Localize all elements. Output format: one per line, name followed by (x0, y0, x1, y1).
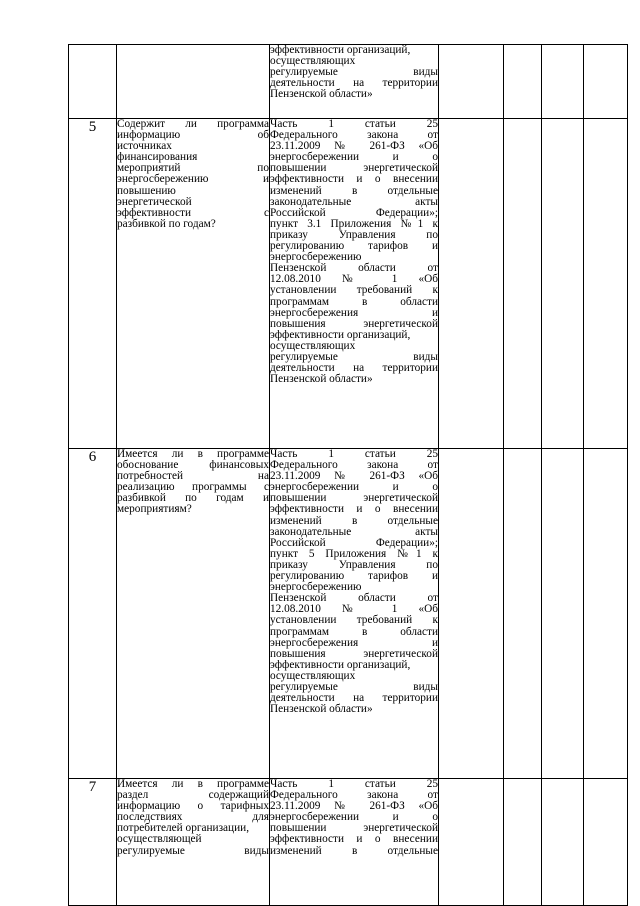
text-line: Федерального закона от (270, 129, 438, 142)
text-line: эффективности и о внесении (270, 833, 438, 846)
text-line: эффективности с (117, 206, 269, 219)
text-line: приказу Управления по (270, 228, 438, 241)
text-line: Пензенской области» (270, 88, 373, 101)
empty-cell (504, 45, 542, 119)
text-line: энергосбережению и (117, 173, 269, 186)
text-line: разбивкой по годам и (117, 492, 269, 505)
text-line: Часть 1 статьи 25 (270, 448, 438, 460)
text-line: реализацию программы с (117, 481, 269, 494)
question-cell (117, 779, 270, 906)
table-row (69, 449, 628, 779)
empty-cell (584, 449, 628, 779)
empty-cell (542, 119, 584, 449)
text-line: пункт 3.1 Приложения №1 к (270, 217, 438, 230)
text-line: Пензенской области» (270, 373, 373, 386)
table-row (69, 45, 628, 119)
empty-cell (542, 449, 584, 779)
text-line: осуществляющих (270, 339, 356, 352)
text-line: мероприятиям? (117, 503, 192, 516)
text-line: энергосбережению (270, 251, 362, 264)
text-line: Федерального закона от (270, 789, 438, 802)
text-line: энергосбережении и о (270, 811, 438, 824)
text-line: энергосбережения и (270, 636, 438, 649)
text-line: Содержит ли программа (117, 118, 269, 130)
text-line: изменений в отдельные (270, 184, 438, 197)
checklist-table (68, 44, 628, 906)
question-cell (117, 45, 270, 119)
text-line: энергосбережению (270, 581, 362, 594)
text-line: Российской Федерации»; (270, 536, 438, 549)
text-line: регулируемые виды (270, 680, 438, 693)
text-line: энергосбережении и о (270, 151, 438, 164)
text-line: изменений в отдельные (270, 514, 438, 527)
empty-cell (504, 119, 542, 449)
text-line: установлении требований к (270, 284, 438, 297)
row-number: 7 (69, 779, 117, 906)
text-line: энергосбережении и о (270, 481, 438, 494)
text-line: повышении энергетической (270, 492, 438, 505)
text-line: регулируемые виды (270, 66, 438, 79)
text-line: Имеется ли в программе (117, 778, 269, 790)
empty-cell (584, 119, 628, 449)
legal-basis-cell (270, 779, 439, 906)
text-line: обоснование финансовых (117, 459, 269, 472)
text-line: энергетической (117, 195, 192, 208)
legal-basis-cell (270, 449, 439, 779)
text-line: осуществляющих (270, 669, 356, 682)
text-line: изменений в отдельные (270, 844, 438, 857)
text-line: 12.08.2010 № 1 «Об (270, 273, 438, 286)
text-line: информацию об (117, 129, 269, 142)
text-line: программам в области (270, 295, 438, 308)
text-line: приказу Управления по (270, 558, 438, 571)
text-line: Часть 1 статьи 25 (270, 118, 438, 130)
text-line: 23.11.2009 № 261-ФЗ «Об (270, 140, 438, 153)
empty-cell (439, 449, 504, 779)
text-line: повышения энергетической (270, 647, 438, 660)
text-line: эффективности организаций, (270, 658, 411, 671)
text-line: Пензенской области» (270, 703, 373, 716)
row-number (69, 45, 117, 119)
table-row (69, 779, 628, 906)
text-line: финансирования (117, 151, 198, 164)
text-line: эффективности организаций, (270, 44, 411, 56)
empty-cell (504, 449, 542, 779)
text-line: эффективности и о внесении (270, 173, 438, 186)
empty-cell (439, 779, 504, 906)
text-line: эффективности и о внесении (270, 503, 438, 516)
text-line: деятельности на территории (270, 692, 438, 705)
text-line: потребностей на (117, 470, 269, 483)
question-cell (117, 119, 270, 449)
text-line: деятельности на территории (270, 362, 438, 375)
text-line: регулируемые виды (270, 350, 438, 363)
text-line: повышении энергетической (270, 162, 438, 175)
text-line: повышению (117, 184, 176, 197)
text-line: энергосбережения и (270, 306, 438, 319)
text-line: осуществляющей (117, 833, 202, 846)
text-line: пункт 5 Приложения №1 к (270, 547, 438, 560)
text-line: раздел содержащий (117, 789, 269, 802)
table-row (69, 119, 628, 449)
text-line: регулируемые виды (117, 844, 269, 857)
text-line: повышении энергетической (270, 822, 438, 835)
text-line: осуществляющих (270, 55, 356, 68)
text-line: законодательные акты (270, 195, 438, 208)
text-line: последствиях для (117, 811, 269, 824)
text-line: источниках (117, 140, 172, 153)
text-line: установлении требований к (270, 614, 438, 627)
empty-cell (439, 119, 504, 449)
empty-cell (542, 779, 584, 906)
text-line: 23.11.2009 № 261-ФЗ «Об (270, 470, 438, 483)
empty-cell (542, 45, 584, 119)
legal-basis-cell (270, 45, 439, 119)
text-line: программам в области (270, 625, 438, 638)
text-line: Пензенской области от (270, 592, 438, 605)
legal-basis-cell (270, 119, 439, 449)
empty-cell (584, 779, 628, 906)
text-line: эффективности организаций, (270, 328, 411, 341)
question-cell (117, 449, 270, 779)
text-line: Федерального закона от (270, 459, 438, 472)
text-line: регулированию тарифов и (270, 570, 438, 583)
text-line: деятельности на территории (270, 77, 438, 90)
empty-cell (439, 45, 504, 119)
text-line: Пензенской области от (270, 262, 438, 275)
text-line: 23.11.2009 № 261-ФЗ «Об (270, 800, 438, 813)
text-line: законодательные акты (270, 525, 438, 538)
text-line: 12.08.2010 № 1 «Об (270, 603, 438, 616)
text-line: регулированию тарифов и (270, 240, 438, 253)
row-number: 6 (69, 449, 117, 779)
empty-cell (504, 779, 542, 906)
text-line: Часть 1 статьи 25 (270, 778, 438, 790)
text-line: Имеется ли в программе (117, 448, 269, 460)
text-line: Российской Федерации»; (270, 206, 438, 219)
text-line: информацию о тарифных (117, 800, 269, 813)
text-line: повышения энергетической (270, 317, 438, 330)
text-line: мероприятий по (117, 162, 269, 175)
text-line: разбивкой по годам? (117, 217, 216, 230)
empty-cell (584, 45, 628, 119)
text-line: потребителей организации, (117, 822, 250, 835)
row-number: 5 (69, 119, 117, 449)
